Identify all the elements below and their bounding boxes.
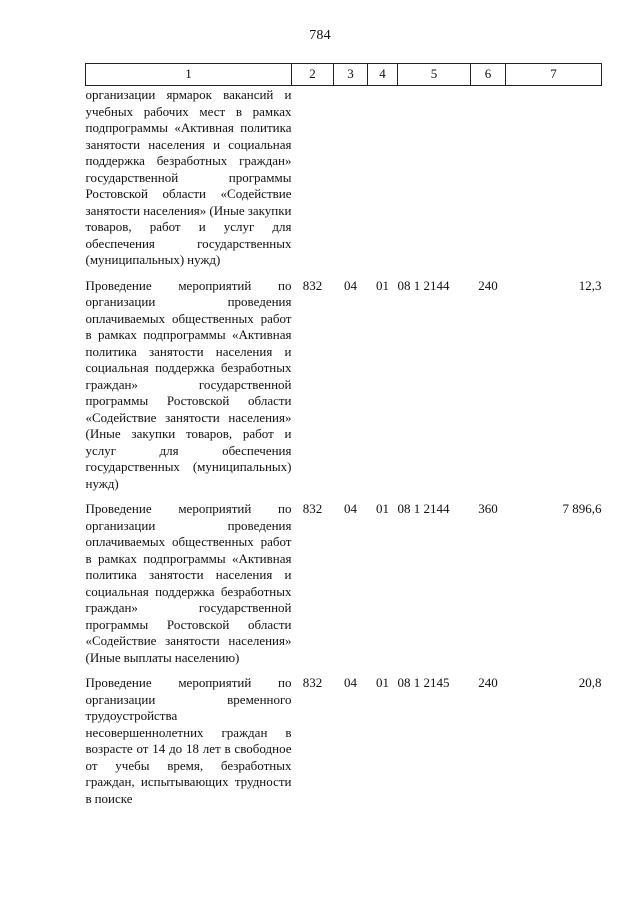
row-subsection-code: 01 bbox=[376, 675, 389, 690]
column-header-6: 6 bbox=[471, 64, 506, 86]
row-description: Проведение мероприятий по организации проведения оплачиваемых общественных работ в рамках подпрограммы «Активная политика занятости населения и социальная поддержка безработных граждан» государственной программы Ростовской области «Содействие занятости населения» (Иные выплаты населению) bbox=[85, 501, 292, 665]
row-target-article bbox=[398, 86, 471, 278]
column-header-5: 5 bbox=[398, 64, 471, 86]
page-number: 784 bbox=[309, 28, 331, 43]
row-section-code: 04 bbox=[344, 501, 357, 516]
row-expense-type bbox=[471, 86, 506, 278]
row-target-article: 08 1 2144 bbox=[397, 277, 450, 293]
table-row bbox=[86, 675, 602, 816]
row-section-code: 04 bbox=[344, 277, 357, 293]
row-amount: 7 896,6 bbox=[562, 501, 602, 516]
row-expense-type: 240 bbox=[478, 675, 498, 690]
row-expense-type: 360 bbox=[478, 501, 498, 516]
table-row bbox=[86, 278, 602, 502]
budget-table bbox=[85, 63, 602, 816]
column-header-2: 2 bbox=[292, 64, 334, 86]
column-header-3: 3 bbox=[334, 64, 368, 86]
row-subsection-code: 01 bbox=[376, 501, 389, 516]
column-header-1: 1 bbox=[86, 64, 292, 86]
column-header-7: 7 bbox=[506, 64, 602, 86]
row-ministry-code: 832 bbox=[302, 501, 323, 516]
table-row bbox=[86, 501, 602, 675]
row-amount: 12,3 bbox=[578, 277, 602, 293]
row-description: организации ярмарок вакансий и учебных рабочих мест в рамках подпрограммы «Активная политика занятости населения и социальная поддержка безработных граждан» государственной программы Ростовской области «Содействие занятости населения» (Иные закупки товаров, работ и услуг для обеспечения государственных (муниципальных) нужд) bbox=[85, 87, 292, 267]
row-target-article: 08 1 2144 bbox=[397, 501, 450, 516]
row-ministry-code: 832 bbox=[302, 675, 323, 690]
row-description: Проведение мероприятий по организации проведения оплачиваемых общественных работ в рамках подпрограммы «Активная политика занятости населения и социальная поддержка безработных граждан» государственной программы Ростовской области «Содействие занятости населения» (Иные закупки товаров, работ и услуг для обеспечения государственных (муниципальных) нужд) bbox=[85, 277, 292, 491]
table-row bbox=[86, 86, 602, 278]
row-amount: 20,8 bbox=[578, 675, 602, 690]
row-target-article: 08 1 2145 bbox=[397, 675, 450, 690]
row-amount bbox=[506, 86, 602, 278]
row-ministry-code bbox=[292, 86, 334, 278]
row-ministry-code: 832 bbox=[302, 277, 323, 293]
row-description: Проведение мероприятий по организации временного трудоустройства несовершеннолетних граждан в возрасте от 14 до 18 лет в свободное от учебы время, безработных граждан, испытывающих трудности в поиске bbox=[85, 675, 292, 806]
row-subsection-code bbox=[368, 86, 398, 278]
row-expense-type: 240 bbox=[478, 277, 498, 293]
row-section-code: 04 bbox=[344, 675, 357, 690]
row-section-code bbox=[334, 86, 368, 278]
column-header-4: 4 bbox=[368, 64, 398, 86]
row-subsection-code: 01 bbox=[376, 277, 389, 293]
table-header-row bbox=[86, 64, 602, 86]
